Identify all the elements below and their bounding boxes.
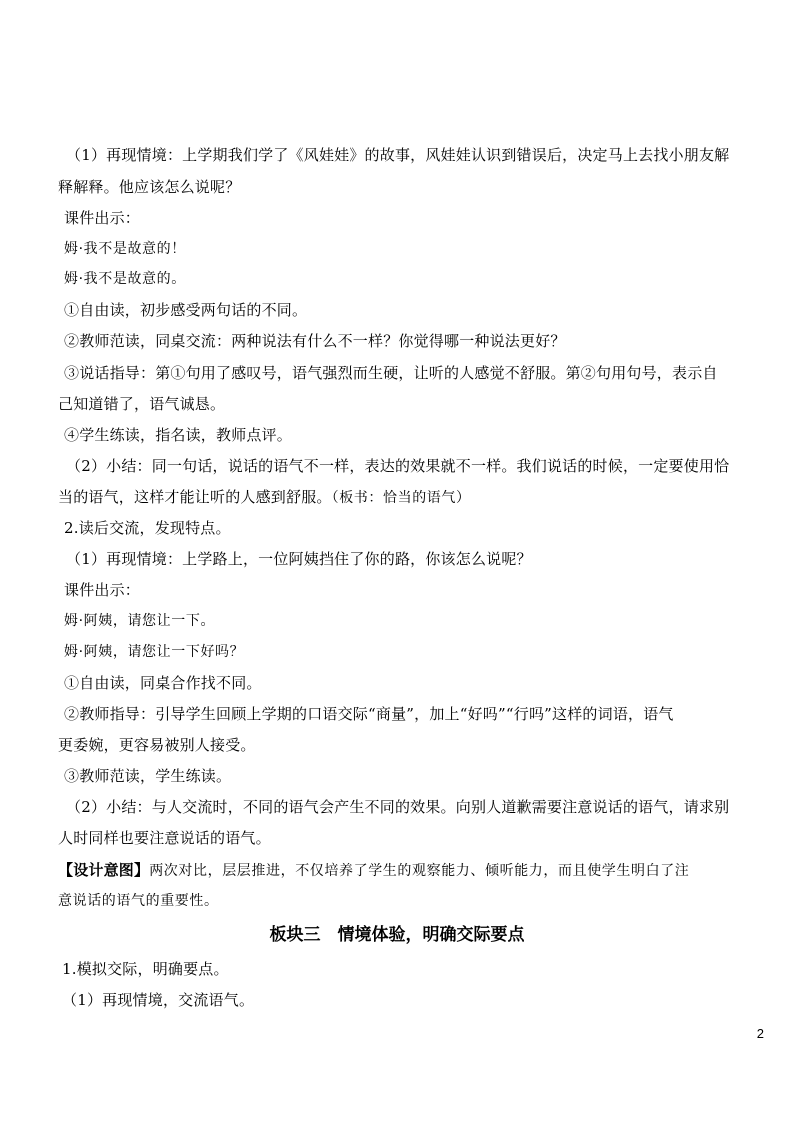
paragraph-line: ②教师范读，同桌交流：两种说法有什么不一样？你觉得哪一种说法更好？ xyxy=(64,332,566,350)
paragraph-line: （1）再现情境：上学期我们学了《风娃娃》的故事，风娃娃认识到错误后，决定马上去找小朋友解 xyxy=(66,146,730,164)
paragraph-line: 释解释。他应该怎么说呢？ xyxy=(58,178,241,196)
paragraph-line: 课件出示： xyxy=(64,209,141,227)
paragraph-line: ④学生练读，指名读，教师点评。 xyxy=(64,426,293,444)
paragraph-line: （1）再现情境：上学路上，一位阿姨挡住了你的路，你该怎么说呢？ xyxy=(66,550,532,568)
page-number: 2 xyxy=(756,1026,764,1041)
paragraph-line: 己知道错了，语气诚恳。 xyxy=(58,395,226,413)
board-writing: （板书：恰当的语气） xyxy=(331,490,471,506)
paragraph-line: 课件出示： xyxy=(64,581,141,599)
paragraph-line xyxy=(58,487,758,508)
design-intent-label: 【设计意图】 xyxy=(58,861,150,879)
courseware-sentence: 姆·我不是故意的。 xyxy=(64,271,186,287)
paragraph-line: ②教师指导：引导学生回顾上学期的口语交际“商量”，加上“好吗”“行吗”这样的词语，语气 xyxy=(64,705,674,723)
paragraph-line: 人时同样也要注意说话的语气。 xyxy=(58,829,271,847)
paragraph-line: （1）再现情境，交流语气。 xyxy=(62,991,255,1009)
design-intent xyxy=(58,860,758,881)
paragraph-line: （2）小结：与人交流时，不同的语气会产生不同的效果。向别人道歉需要注意说话的语气，请求别 xyxy=(66,798,730,816)
paragraph-line: ③教师范读，学生练读。 xyxy=(64,767,232,785)
paragraph-line: ③说话指导：第①句用了感叹号，语气强烈而生硬，让听的人感觉不舒服。第②句用句号，表示自 xyxy=(64,364,718,382)
paragraph-line: ①自由读，初步感受两句话的不同。 xyxy=(64,301,308,319)
paragraph-line: 更委婉，更容易被别人接受。 xyxy=(58,736,256,754)
section-item: 1.模拟交际，明确要点。 xyxy=(62,960,229,978)
section-item: 2.读后交流，发现特点。 xyxy=(64,519,231,537)
paragraph-line: （2）小结：同一句话，说话的语气不一样，表达的效果就不一样。我们说话的时候，一定要使用恰 xyxy=(66,457,730,475)
paragraph-text: 当的语气，这样才能让听的人感到舒服。 xyxy=(58,488,332,506)
courseware-sentence: 姆·阿姨，请您让一下好吗？ xyxy=(64,644,245,660)
design-intent-text: 意说话的语气的重要性。 xyxy=(58,893,219,909)
paragraph-line: ①自由读，同桌合作找不同。 xyxy=(64,674,262,692)
courseware-sentence: 姆·我不是故意的！ xyxy=(64,241,186,257)
courseware-sentence: 姆·阿姨，请您让一下。 xyxy=(64,613,216,629)
section-heading: 板块三 情境体验，明确交际要点 xyxy=(269,925,525,945)
design-intent-text: 两次对比，层层推进，不仅培养了学生的观察能力、倾听能力，而且使学生明白了注 xyxy=(149,863,690,879)
